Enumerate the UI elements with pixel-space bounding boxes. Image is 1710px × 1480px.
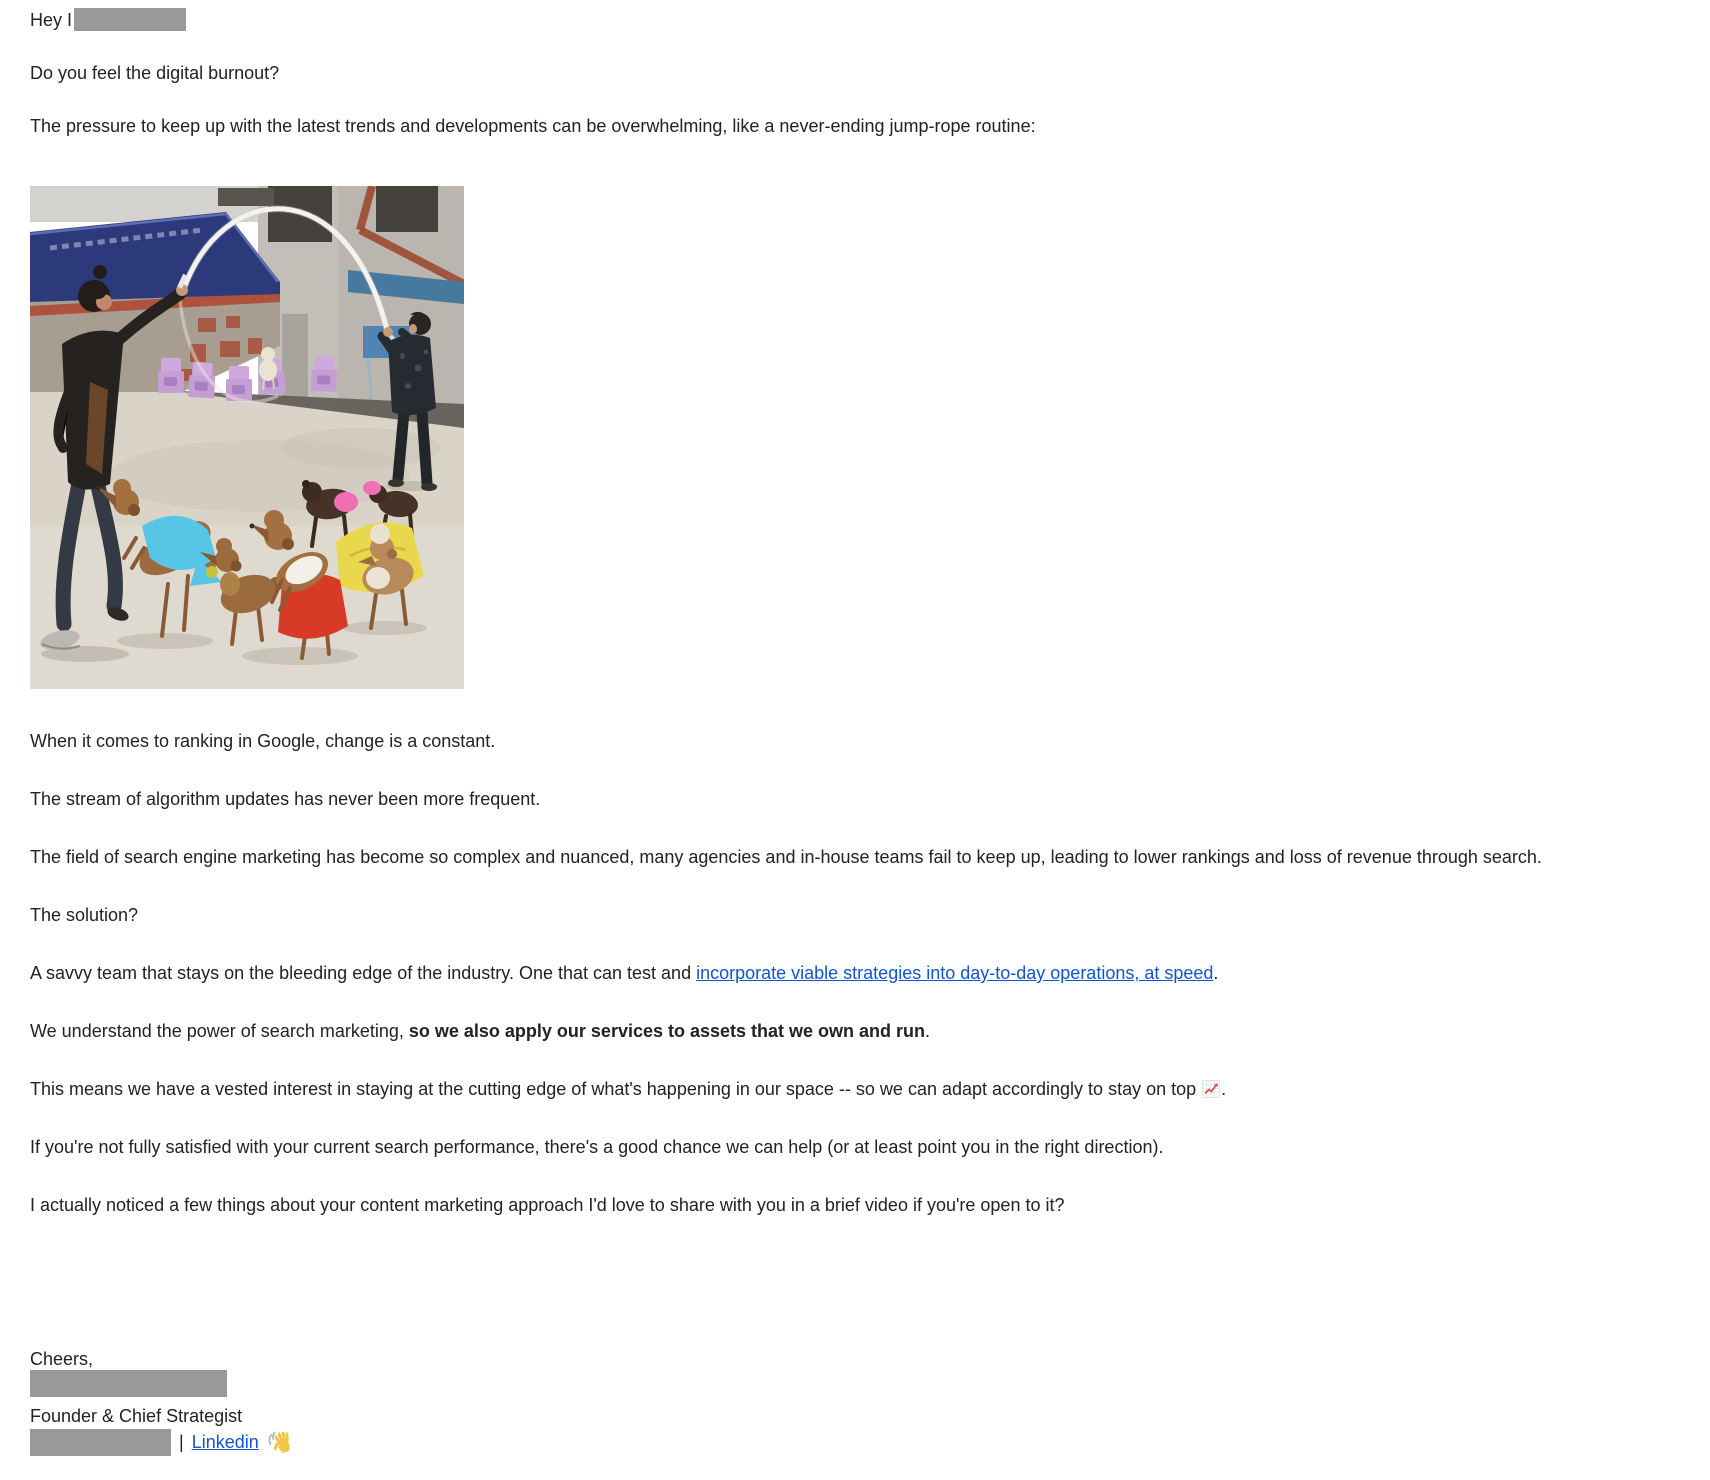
paragraph-stream: The stream of algorithm updates has never been more frequent. — [30, 789, 541, 809]
chart-increasing-icon — [1202, 1080, 1220, 1098]
linkedin-link[interactable]: Linkedin — [191, 1431, 259, 1452]
understand-period: . — [925, 1021, 931, 1041]
paragraph-savvy — [30, 963, 1680, 984]
understand-bold-text: so we also apply our services to assets that we own and run — [408, 1021, 926, 1041]
paragraph-satisfied: If you're not fully satisfied with your current search performance, there's a good chance we can help (or at least point you in the right direction). — [30, 1137, 1164, 1157]
vested-period: . — [1221, 1079, 1227, 1099]
paragraph-google: When it comes to ranking in Google, change is a constant. — [30, 731, 496, 751]
strategies-link[interactable]: incorporate viable strategies into day-to-day operations, at speed — [696, 963, 1214, 983]
paragraph-noticed: I actually noticed a few things about your content marketing approach I'd love to share with you in a brief video if you're open to it? — [30, 1195, 1065, 1215]
paragraph-field: The field of search engine marketing has become so complex and nuanced, many agencies and in-house teams fail to keep up, leading to lower rankings and loss of revenue through search. — [30, 847, 1542, 867]
paragraph-vested — [30, 1079, 1680, 1100]
signature-company-line — [30, 1428, 1680, 1456]
separator-pipe: | — [179, 1431, 184, 1452]
redacted-company-name — [30, 1429, 171, 1456]
paragraph-understand — [30, 1021, 1680, 1042]
paragraph-pressure: The pressure to keep up with the latest trends and developments can be overwhelming, like a never-ending jump-rope routine: — [30, 116, 1036, 136]
email-signature — [30, 1349, 1680, 1456]
signoff-text: Cheers, — [30, 1349, 94, 1369]
waving-hand-icon — [267, 1429, 294, 1456]
understand-text: We understand the power of search marketing, — [30, 1021, 409, 1041]
redacted-sender-name — [30, 1370, 227, 1397]
greeting-text: Hey I — [30, 10, 73, 30]
savvy-period: . — [1213, 963, 1219, 983]
paragraph-greeting — [30, 8, 1680, 31]
jump-rope-gif — [30, 186, 464, 689]
paragraph-solution: The solution? — [30, 905, 139, 925]
jump-rope-gif-illustration — [30, 186, 464, 689]
sender-role: Founder & Chief Strategist — [30, 1406, 243, 1426]
vested-text: This means we have a vested interest in staying at the cutting edge of what's happening in our space -- so we can adapt accordingly to stay on top — [30, 1079, 1202, 1099]
redacted-recipient-name — [74, 8, 186, 31]
paragraph-burnout: Do you feel the digital burnout? — [30, 63, 280, 83]
savvy-text: A savvy team that stays on the bleeding edge of the industry. One that can test and — [30, 963, 697, 983]
